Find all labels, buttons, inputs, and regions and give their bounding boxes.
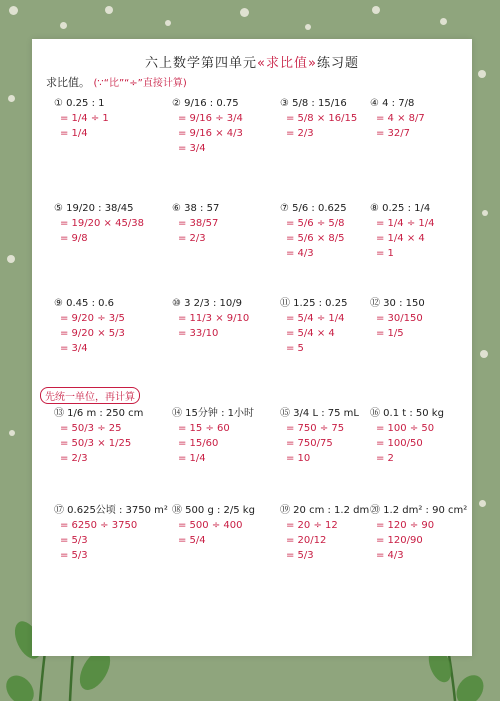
solution-step: = 6250 ÷ 3750 <box>60 520 138 531</box>
dot <box>9 6 18 15</box>
problem-question: ⑲ 20 cm : 1.2 dm <box>280 505 370 516</box>
solution-step: = 750/75 <box>286 438 333 449</box>
problem-question: ⑤ 19/20 : 38/45 <box>54 203 134 214</box>
dot <box>478 70 486 78</box>
problem-item <box>370 407 466 466</box>
problem-item <box>172 202 268 246</box>
solution-step: = 20/12 <box>286 535 327 546</box>
dot <box>105 6 113 14</box>
solution-step: = 15/60 <box>178 438 219 449</box>
problem-item <box>280 97 376 141</box>
problem-item <box>280 202 376 261</box>
title-suffix: 练习题 <box>316 56 359 71</box>
solution-step: = 9/20 ÷ 3/5 <box>60 313 125 324</box>
title-topic: «求比值» <box>257 56 317 71</box>
instruction <box>46 74 187 90</box>
problem-question: ④ 4 : 7/8 <box>370 98 415 109</box>
solution-step: = 1/5 <box>376 328 404 339</box>
solution-step: = 10 <box>286 453 311 464</box>
solution-step: = 500 ÷ 400 <box>178 520 243 531</box>
problem-question: ⑯ 0.1 t : 50 kg <box>370 408 444 419</box>
problem-question: ⑨ 0.45 : 0.6 <box>54 298 115 309</box>
solution-step: = 19/20 × 45/38 <box>60 218 144 229</box>
solution-step: = 30/150 <box>376 313 423 324</box>
solution-step: = 50/3 × 1/25 <box>60 438 132 449</box>
solution-step: = 32/7 <box>376 128 411 139</box>
solution-step: = 1 <box>376 248 394 259</box>
dot <box>60 22 67 29</box>
solution-step: = 9/20 × 5/3 <box>60 328 125 339</box>
solution-step: = 9/8 <box>60 233 88 244</box>
problem-item <box>54 407 150 466</box>
solution-step: = 2/3 <box>178 233 206 244</box>
dot <box>165 20 171 26</box>
dot <box>479 500 486 507</box>
solution-step: = 4/3 <box>286 248 314 259</box>
problem-item <box>54 297 150 356</box>
solution-step: = 1/4 ÷ 1 <box>60 113 109 124</box>
solution-step: = 100 ÷ 50 <box>376 423 435 434</box>
problem-question: ② 9/16 : 0.75 <box>172 98 239 109</box>
solution-step: = 1/4 <box>178 453 206 464</box>
dot <box>440 18 447 25</box>
solution-step: = 2/3 <box>286 128 314 139</box>
solution-step: = 20 ÷ 12 <box>286 520 338 531</box>
solution-step: = 1/4 <box>60 128 88 139</box>
problem-question: ⑦ 5/6 : 0.625 <box>280 203 347 214</box>
problem-item <box>370 504 466 563</box>
instruction-label: 求比值。 <box>46 76 90 89</box>
problem-question: ⑫ 30 : 150 <box>370 298 425 309</box>
solution-step: = 3/4 <box>60 343 88 354</box>
dot <box>8 95 15 102</box>
instruction-hint: (∵“比”“÷”直接计算) <box>93 78 187 89</box>
solution-step: = 120 ÷ 90 <box>376 520 435 531</box>
unit-note: 先统一单位，再计算 <box>40 387 140 404</box>
solution-step: = 1/4 ÷ 1/4 <box>376 218 435 229</box>
problem-item <box>172 297 268 341</box>
dot <box>305 24 311 30</box>
solution-step: = 50/3 ÷ 25 <box>60 423 122 434</box>
solution-step: = 9/16 × 4/3 <box>178 128 243 139</box>
problem-question: ① 0.25 : 1 <box>54 98 105 109</box>
solution-step: = 750 ÷ 75 <box>286 423 345 434</box>
solution-step: = 5/3 <box>60 550 88 561</box>
problem-question: ⑪ 1.25 : 0.25 <box>280 298 348 309</box>
solution-step: = 4/3 <box>376 550 404 561</box>
solution-step: = 5/3 <box>60 535 88 546</box>
problem-item <box>370 202 466 261</box>
dot <box>482 210 488 216</box>
solution-step: = 4 × 8/7 <box>376 113 425 124</box>
problem-question: ⑬ 1/6 m : 250 cm <box>54 408 144 419</box>
solution-step: = 120/90 <box>376 535 423 546</box>
page-title <box>32 52 472 71</box>
problem-item <box>54 97 150 141</box>
problem-question: ⑥ 38 : 57 <box>172 203 220 214</box>
solution-step: = 38/57 <box>178 218 219 229</box>
problem-question: ⑩ 3 2/3 : 10/9 <box>172 298 242 309</box>
solution-step: = 5/6 ÷ 5/8 <box>286 218 345 229</box>
solution-step: = 5/4 <box>178 535 206 546</box>
problem-question: ③ 5/8 : 15/16 <box>280 98 347 109</box>
solution-step: = 100/50 <box>376 438 423 449</box>
solution-step: = 5/3 <box>286 550 314 561</box>
problem-item <box>370 97 466 141</box>
title-text: 六上数学第四单元 <box>145 56 258 71</box>
solution-step: = 2/3 <box>60 453 88 464</box>
solution-step: = 2 <box>376 453 394 464</box>
solution-step: = 5/6 × 8/5 <box>286 233 345 244</box>
problem-question: ⑮ 3/4 L : 75 mL <box>280 408 359 419</box>
problem-item <box>280 504 376 563</box>
dot <box>372 6 380 14</box>
solution-step: = 1/4 × 4 <box>376 233 425 244</box>
problem-question: ⑱ 500 g : 2/5 kg <box>172 505 255 516</box>
solution-step: = 5/4 ÷ 1/4 <box>286 313 345 324</box>
solution-step: = 15 ÷ 60 <box>178 423 230 434</box>
worksheet-paper <box>32 39 472 656</box>
problem-question: ⑳ 1.2 dm² : 90 cm² <box>370 505 468 516</box>
problem-item <box>172 504 268 548</box>
solution-step: = 5 <box>286 343 304 354</box>
problem-question: ⑧ 0.25 : 1/4 <box>370 203 431 214</box>
dot <box>480 350 488 358</box>
problem-item <box>54 202 150 246</box>
solution-step: = 5/4 × 4 <box>286 328 335 339</box>
dot <box>240 8 249 17</box>
problem-question: ⑰ 0.625公顷 : 3750 m² <box>54 505 168 516</box>
problem-item <box>172 407 268 466</box>
solution-step: = 5/8 × 16/15 <box>286 113 358 124</box>
solution-step: = 33/10 <box>178 328 219 339</box>
dot <box>7 255 15 263</box>
solution-step: = 9/16 ÷ 3/4 <box>178 113 243 124</box>
problem-question: ⑭ 15分钟 : 1小时 <box>172 408 254 419</box>
problem-item <box>280 297 376 356</box>
dot <box>9 430 15 436</box>
problem-item <box>370 297 466 341</box>
problem-item <box>280 407 376 466</box>
problem-item <box>172 97 268 156</box>
problem-item <box>54 504 168 563</box>
solution-step: = 11/3 × 9/10 <box>178 313 250 324</box>
solution-step: = 3/4 <box>178 143 206 154</box>
